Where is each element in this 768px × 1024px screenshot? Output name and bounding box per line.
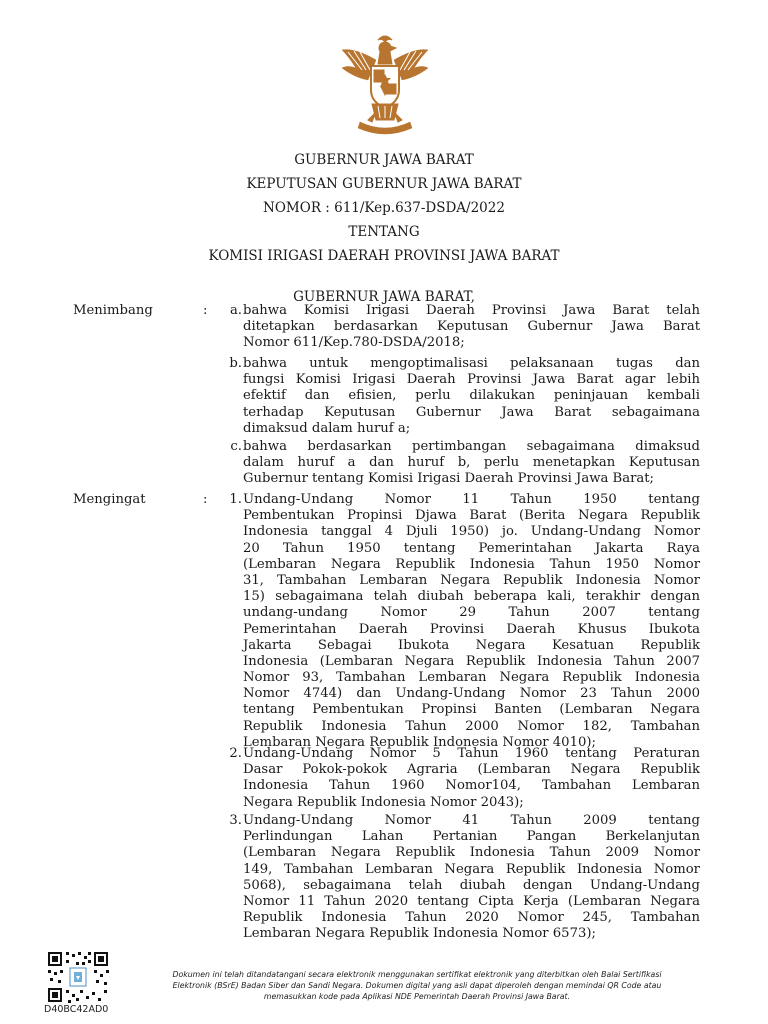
- text-line: Indonesia (Lembaran Negara Republik Indonesia Tahun 2007: [243, 653, 700, 669]
- notice-line: memasukkan kode pada Aplikasi NDE Pemerintah Daerah Provinsi Jawa Barat.: [263, 992, 571, 1001]
- text-line: Perlindungan Lahan Pertanian Pangan Berkelanjutan: [243, 829, 700, 845]
- text-line: 31, Tambahan Lembaran Negara Republik Indonesia Nomor: [243, 572, 700, 588]
- qr-code-icon: [46, 950, 110, 1004]
- text-line: Nomor 4744) dan Undang-Undang Nomor 23 Tahun 2000: [243, 686, 700, 702]
- menimbang-item-text: [243, 356, 700, 437]
- menimbang-item-text: [243, 303, 700, 352]
- text-line: (Lembaran Negara Republik Indonesia Tahun 1950 Nomor: [243, 556, 700, 572]
- mengingat-item-text: [243, 813, 700, 943]
- mengingat-item-text: [243, 492, 700, 751]
- text-line: 20 Tahun 1950 tentang Pemerintahan Jakarta Raya: [243, 540, 700, 556]
- text-line: undang-undang Nomor 29 Tahun 2007 tentang: [243, 605, 700, 621]
- menimbang-item-number: b.: [229, 356, 242, 371]
- text-line: dalam huruf a dan huruf b, perlu menetapkan Keputusan: [243, 455, 700, 471]
- text-line: Undang-Undang Nomor 11 Tahun 1950 tentang: [243, 492, 700, 507]
- notice-line: Dokumen ini telah ditandatangani secara elektronik menggunakan sertifikat elektronik yang diterbitkan oleh Balai Sertifikasi: [172, 970, 662, 979]
- text-line: Lembaran Negara Republik Indonesia Nomor 6573);: [243, 926, 596, 942]
- menimbang-colon: :: [203, 303, 208, 318]
- text-line: Undang-Undang Nomor 5 Tahun 1960 tentang Peraturan: [243, 746, 700, 761]
- text-line: Jakarta Sebagai Ibukota Negara Kesatuan Republik: [243, 637, 700, 653]
- text-line: terhadap Keputusan Gubernur Jawa Barat sebagaimana: [243, 404, 700, 420]
- text-line: Gubernur tentang Komisi Irigasi Daerah Provinsi Jawa Barat;: [243, 471, 654, 487]
- text-line: Republik Indonesia Tahun 2020 Nomor 245, Tambahan: [243, 910, 700, 926]
- mengingat-item-text: [243, 746, 700, 811]
- text-line: Lembaran Negara Republik Indonesia Nomor 4010);: [243, 734, 596, 750]
- tentang-label: TENTANG: [348, 224, 420, 240]
- text-line: bahwa untuk mengoptimalisasi pelaksanaan tugas dan: [243, 356, 700, 371]
- e-signature-notice: [126, 969, 708, 1002]
- text-line: Nomor 11 Tahun 2020 tentang Cipta Kerja (Lembaran Negara: [243, 893, 700, 909]
- qr-code-id: D40BC42AD0: [44, 1004, 109, 1015]
- text-line: Pemerintahan Daerah Provinsi Daerah Khusus Ibukota: [243, 621, 700, 637]
- mengingat-item-number: 3.: [229, 813, 242, 828]
- text-line: 149, Tambahan Lembaran Negara Republik Indonesia Nomor: [243, 861, 700, 877]
- text-line: bahwa berdasarkan pertimbangan sebagaimana dimaksud: [243, 439, 700, 454]
- text-line: efektif dan efisien, perlu dilakukan peninjauan kembali: [243, 388, 700, 404]
- menimbang-label: Menimbang: [73, 303, 153, 318]
- text-line: Republik Indonesia Tahun 2000 Nomor 182, Tambahan: [243, 718, 700, 734]
- text-line: 5068), sebagaimana telah diubah dengan Undang-Undang: [243, 877, 700, 893]
- text-line: Undang-Undang Nomor 41 Tahun 2009 tentang: [243, 813, 700, 828]
- text-line: Indonesia tanggal 4 Djuli 1950) jo. Undang-Undang Nomor: [243, 524, 700, 540]
- document-header: [0, 148, 768, 309]
- mengingat-colon: :: [203, 492, 208, 507]
- garuda-emblem-icon: [338, 30, 432, 136]
- issuer-title: GUBERNUR JAWA BARAT: [294, 152, 474, 168]
- issuer-opening: GUBERNUR JAWA BARAT,: [293, 289, 475, 305]
- text-line: tentang Pembentukan Propinsi Banten (Lembaran Negara: [243, 702, 700, 718]
- text-line: Dasar Pokok-pokok Agraria (Lembaran Negara Republik: [243, 762, 700, 778]
- menimbang-item-number: a.: [229, 303, 242, 318]
- text-line: ditetapkan berdasarkan Keputusan Gubernur Jawa Barat: [243, 319, 700, 335]
- menimbang-item-text: [243, 439, 700, 488]
- text-line: Negara Republik Indonesia Nomor 2043);: [243, 794, 524, 810]
- text-line: Indonesia Tahun 1960 Nomor104, Tambahan Lembaran: [243, 778, 700, 794]
- text-line: 15) sebagaimana telah diubah beberapa kali, terakhir dengan: [243, 589, 700, 605]
- mengingat-item-number: 2.: [229, 746, 242, 761]
- mengingat-item-number: 1.: [229, 492, 242, 507]
- decree-number: NOMOR : 611/Kep.637-DSDA/2022: [263, 200, 505, 216]
- decree-subject: KOMISI IRIGASI DAERAH PROVINSI JAWA BARAT: [208, 248, 560, 264]
- menimbang-item-number: c.: [230, 439, 242, 454]
- text-line: Pembentukan Propinsi Djawa Barat (Berita Negara Republik: [243, 508, 700, 524]
- text-line: fungsi Komisi Irigasi Daerah Provinsi Jawa Barat agar lebih: [243, 372, 700, 388]
- text-line: Nomor 93, Tambahan Lembaran Negara Republik Indonesia: [243, 670, 700, 686]
- notice-line: Elektronik (BSrE) Badan Siber dan Sandi Negara. Dokumen digital yang asli dapat diperoleh dengan memindai QR Code atau: [172, 981, 662, 990]
- text-line: dimaksud dalam huruf a;: [243, 420, 411, 436]
- text-line: Nomor 611/Kep.780-DSDA/2018;: [243, 335, 465, 351]
- mengingat-label: Mengingat: [73, 492, 146, 507]
- text-line: bahwa Komisi Irigasi Daerah Provinsi Jawa Barat telah: [243, 303, 700, 318]
- decree-title: KEPUTUSAN GUBERNUR JAWA BARAT: [246, 176, 522, 192]
- text-line: (Lembaran Negara Republik Indonesia Tahun 2009 Nomor: [243, 845, 700, 861]
